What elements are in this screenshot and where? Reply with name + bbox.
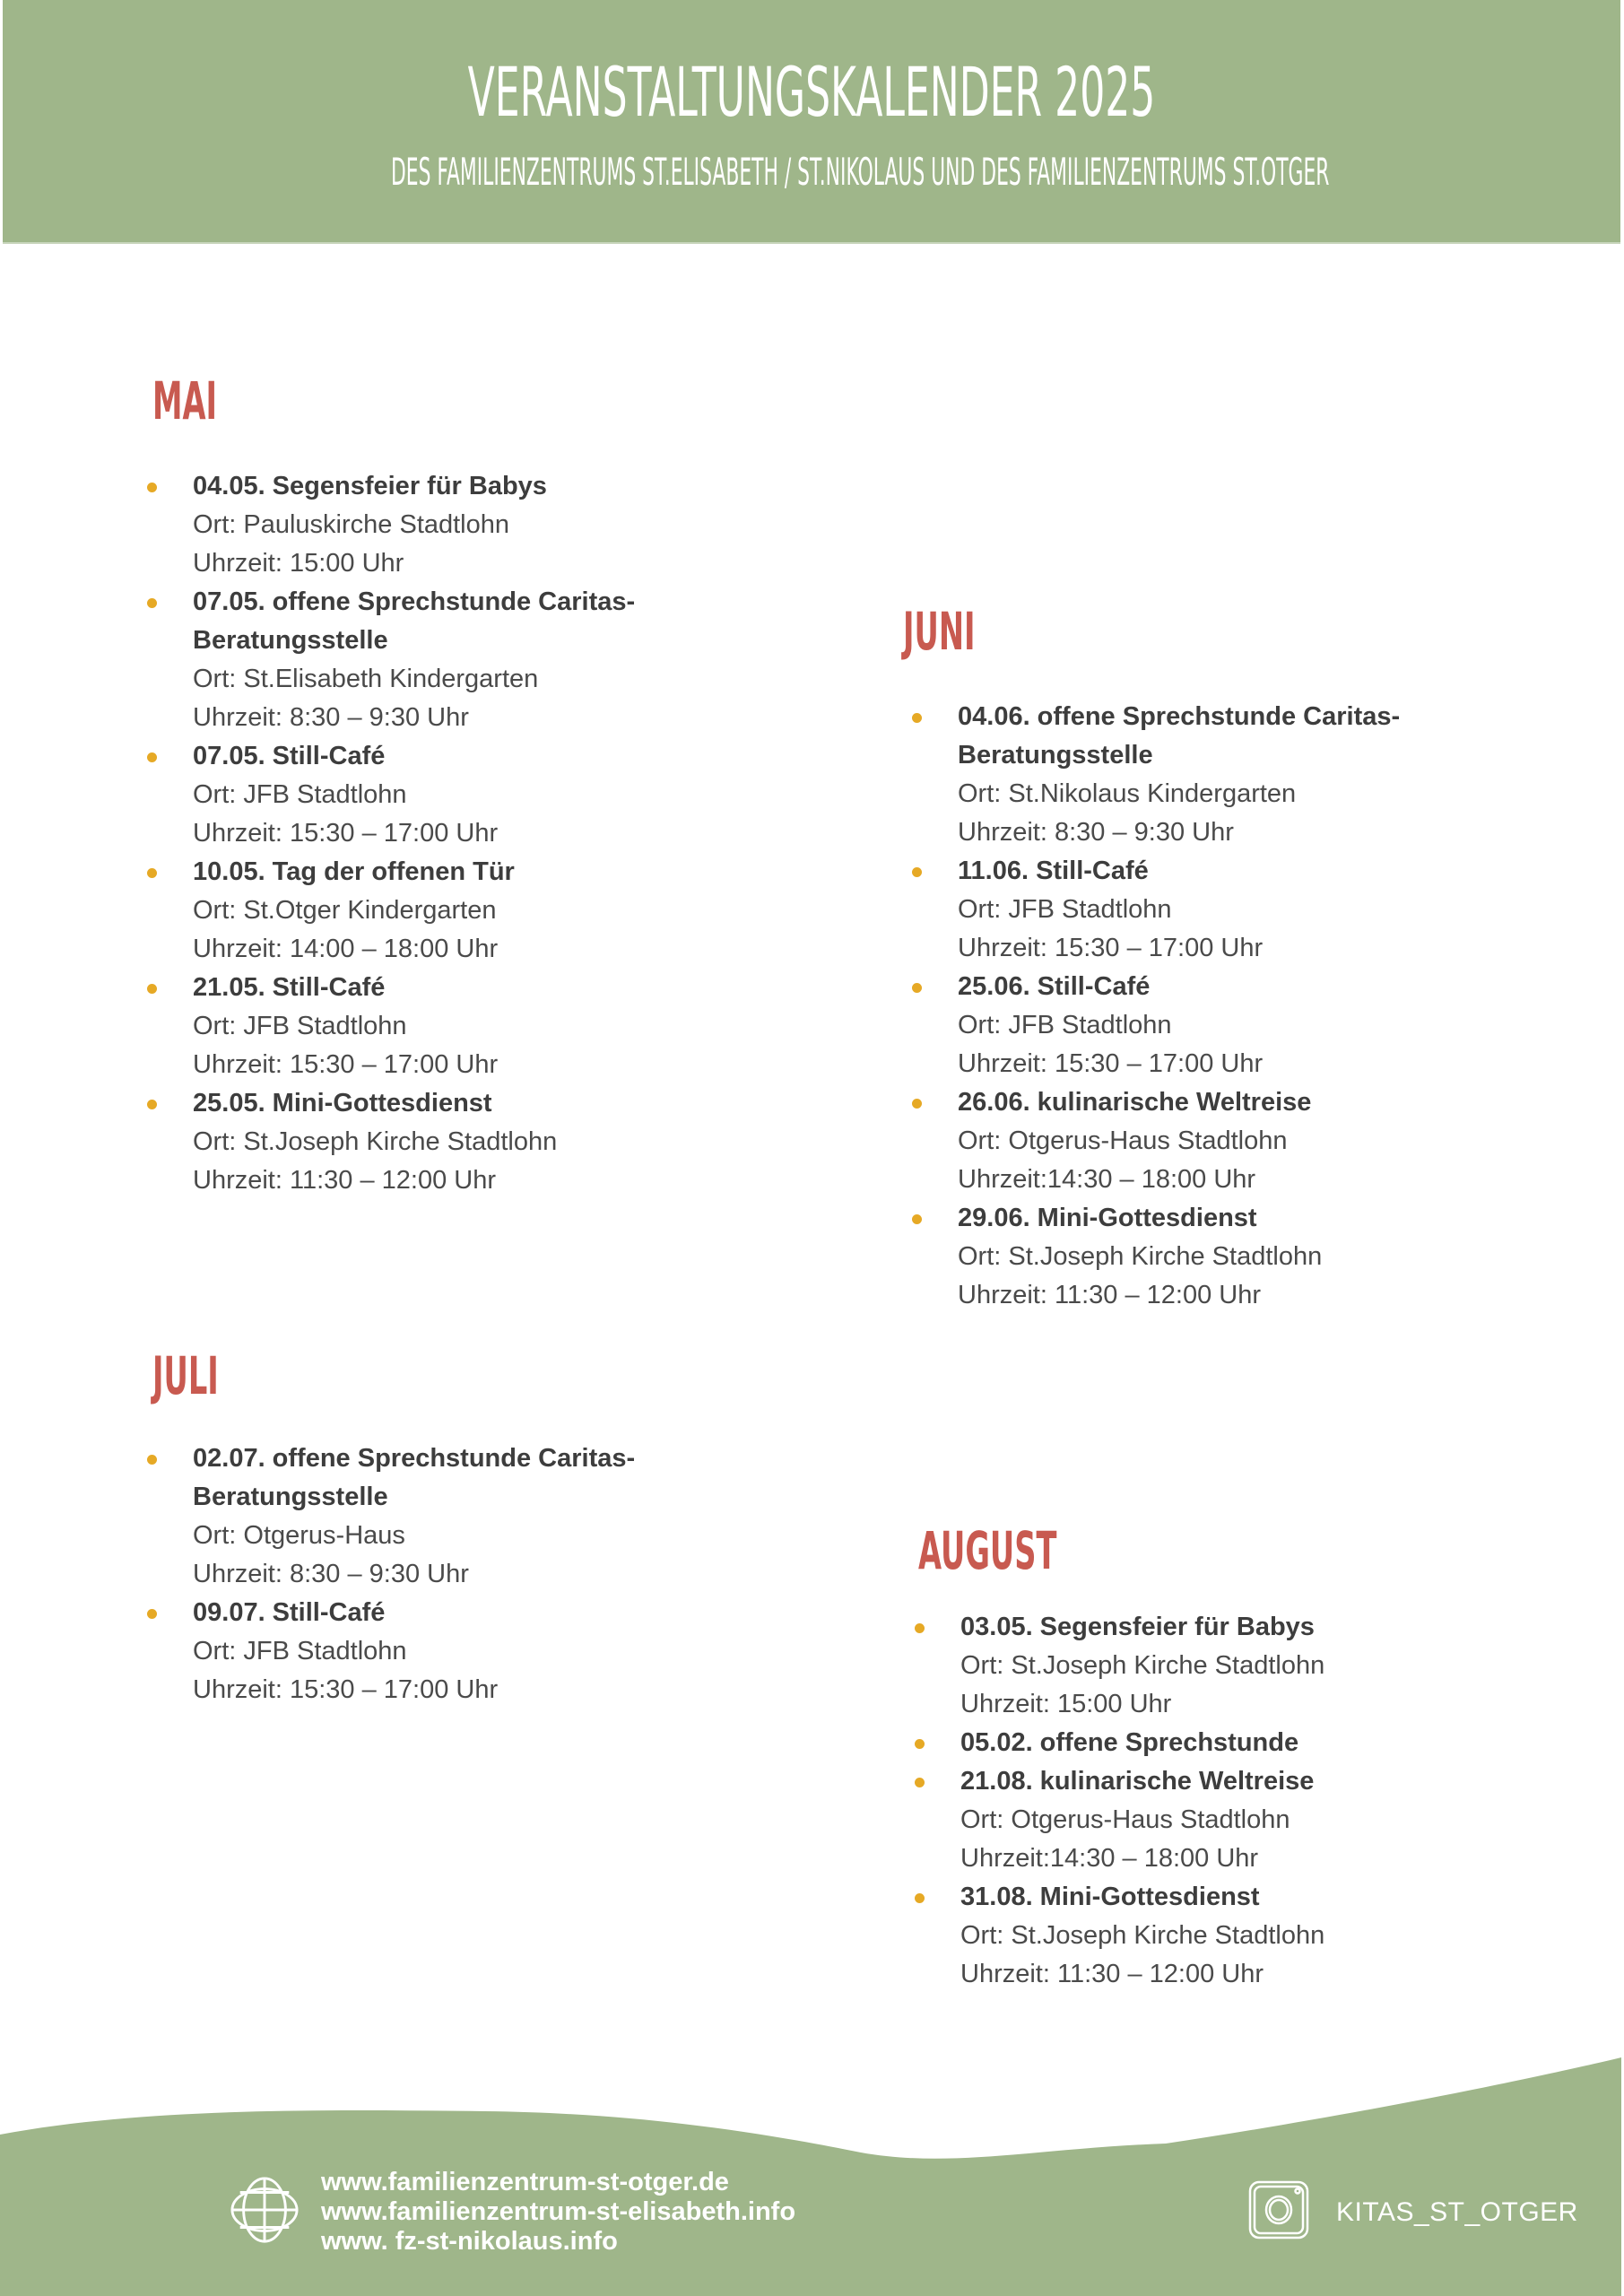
bullet-icon [147, 1100, 157, 1109]
event-time: Uhrzeit: 14:00 – 18:00 Uhr [193, 935, 499, 963]
event-title: 25.06. Still-Café [958, 972, 1151, 1001]
instagram-handle[interactable]: KITAS_ST_OTGER [1336, 2197, 1578, 2227]
event-location: Ort: JFB Stadtlohn [958, 1011, 1172, 1039]
event-title: 25.05. Mini-Gottesdienst [193, 1089, 492, 1118]
event-item [915, 1724, 1324, 1762]
month-section-juni [903, 602, 1028, 661]
event-item [147, 853, 635, 969]
month-heading: MAI [152, 370, 218, 431]
event-location: Ort: St.Nikolaus Kindergarten [958, 779, 1297, 808]
event-item [912, 968, 1400, 1083]
bullet-icon [912, 713, 922, 723]
month-section-august [918, 1521, 1157, 1580]
event-title: 10.05. Tag der offenen Tür [193, 857, 515, 886]
event-title: 09.07. Still-Café [193, 1598, 386, 1627]
website-link[interactable]: www.familienzentrum-st-otger.de [321, 2168, 729, 2196]
bullet-icon [147, 752, 157, 762]
event-location: Ort: St.Joseph Kirche Stadtlohn [960, 1921, 1325, 1950]
month-section-mai [152, 371, 264, 430]
event-item [912, 698, 1400, 852]
bullet-icon [915, 1739, 925, 1749]
footer-wave [0, 2045, 1624, 2296]
event-time: Uhrzeit: 8:30 – 9:30 Uhr [193, 1560, 469, 1588]
bullet-icon [147, 1609, 157, 1619]
event-time: Uhrzeit: 15:30 – 17:00 Uhr [958, 934, 1264, 962]
event-title: 21.05. Still-Café [193, 973, 386, 1002]
page-title: VERANSTALTUNGSKALENDER 2025 [467, 52, 1156, 132]
bullet-icon [912, 1214, 922, 1224]
event-item [147, 1439, 635, 1594]
event-location: Ort: Otgerus-Haus Stadtlohn [960, 1805, 1290, 1834]
event-title: 29.06. Mini-Gottesdienst [958, 1204, 1257, 1232]
bullet-icon [147, 868, 157, 878]
bullet-icon [147, 598, 157, 608]
event-title-cont: Beratungsstelle [193, 626, 388, 655]
event-title: 11.06. Still-Café [958, 857, 1149, 885]
event-location: Ort: JFB Stadtlohn [193, 780, 407, 809]
event-location: Ort: Otgerus-Haus Stadtlohn [958, 1126, 1288, 1155]
event-item [147, 1084, 635, 1200]
event-time: Uhrzeit: 8:30 – 9:30 Uhr [958, 818, 1234, 847]
instagram-icon [1248, 2180, 1309, 2239]
event-time: Uhrzeit: 15:00 Uhr [193, 549, 404, 578]
event-time: Uhrzeit: 11:30 – 12:00 Uhr [958, 1281, 1261, 1309]
header-banner [3, 0, 1620, 244]
footer-websites [321, 2168, 795, 2257]
event-title-cont: Beratungsstelle [193, 1483, 388, 1511]
event-item [147, 467, 635, 583]
event-item [915, 1762, 1324, 1878]
event-title: 07.05. Still-Café [193, 742, 386, 770]
event-location: Ort: St.Joseph Kirche Stadtlohn [960, 1651, 1325, 1680]
event-title: 04.05. Segensfeier für Babys [193, 472, 547, 500]
event-title-cont: Beratungsstelle [958, 741, 1153, 770]
event-title: 21.08. kulinarische Weltreise [960, 1767, 1315, 1796]
event-item [147, 737, 635, 853]
month-heading: JULI [152, 1345, 219, 1406]
event-location: Ort: JFB Stadtlohn [193, 1637, 407, 1665]
event-title: 26.06. kulinarische Weltreise [958, 1088, 1312, 1117]
event-time: Uhrzeit:14:30 – 18:00 Uhr [960, 1844, 1259, 1873]
event-list-juni [912, 698, 1400, 1315]
event-item [147, 583, 635, 737]
event-item [147, 1594, 635, 1709]
bullet-icon [915, 1623, 925, 1633]
event-location: Ort: Pauluskirche Stadtlohn [193, 510, 510, 539]
event-item [147, 969, 635, 1084]
event-time: Uhrzeit: 15:00 Uhr [960, 1690, 1172, 1718]
event-location: Ort: St.Joseph Kirche Stadtlohn [193, 1127, 558, 1156]
event-title: 07.05. offene Sprechstunde Caritas- [193, 587, 636, 616]
event-title: 31.08. Mini-Gottesdienst [960, 1883, 1260, 1911]
event-item [915, 1608, 1324, 1724]
event-time: Uhrzeit: 15:30 – 17:00 Uhr [958, 1049, 1264, 1078]
event-item [912, 1083, 1400, 1199]
event-time: Uhrzeit: 15:30 – 17:00 Uhr [193, 1675, 499, 1704]
bullet-icon [147, 1455, 157, 1465]
month-heading: JUNI [903, 601, 976, 662]
page-subtitle: DES FAMILIENZENTRUMS ST.ELISABETH / ST.NIKOLAUS UND DES FAMILIENZENTRUMS ST.OTGER [390, 150, 1330, 194]
event-time: Uhrzeit:14:30 – 18:00 Uhr [958, 1165, 1256, 1194]
bullet-icon [147, 984, 157, 994]
event-title: 03.05. Segensfeier für Babys [960, 1613, 1315, 1641]
event-item [912, 852, 1400, 968]
event-time: Uhrzeit: 11:30 – 12:00 Uhr [193, 1166, 496, 1195]
website-link[interactable]: www. fz-st-nikolaus.info [321, 2227, 618, 2256]
event-time: Uhrzeit: 15:30 – 17:00 Uhr [193, 1050, 499, 1079]
event-list-mai [147, 467, 635, 1200]
bullet-icon [915, 1778, 925, 1787]
event-title: 05.02. offene Sprechstunde [960, 1728, 1299, 1757]
event-title: 02.07. offene Sprechstunde Caritas- [193, 1444, 636, 1473]
month-heading: AUGUST [918, 1520, 1057, 1581]
event-location: Ort: St.Otger Kindergarten [193, 896, 497, 925]
event-time: Uhrzeit: 11:30 – 12:00 Uhr [960, 1960, 1264, 1988]
bullet-icon [147, 483, 157, 492]
event-location: Ort: Otgerus-Haus [193, 1521, 405, 1550]
event-location: Ort: St.Joseph Kirche Stadtlohn [958, 1242, 1323, 1271]
event-location: Ort: St.Elisabeth Kindergarten [193, 665, 539, 693]
event-location: Ort: JFB Stadtlohn [193, 1012, 407, 1040]
event-title: 04.06. offene Sprechstunde Caritas- [958, 702, 1401, 731]
event-location: Ort: JFB Stadtlohn [958, 895, 1172, 924]
event-item [915, 1878, 1324, 1994]
website-link[interactable]: www.familienzentrum-st-elisabeth.info [321, 2197, 796, 2226]
bullet-icon [912, 1099, 922, 1109]
globe-icon [230, 2175, 300, 2245]
month-section-juli [152, 1346, 266, 1405]
bullet-icon [915, 1893, 925, 1903]
event-time: Uhrzeit: 8:30 – 9:30 Uhr [193, 703, 469, 732]
bullet-icon [912, 867, 922, 877]
bullet-icon [912, 983, 922, 993]
event-item [912, 1199, 1400, 1315]
event-list-august [915, 1608, 1324, 1994]
event-time: Uhrzeit: 15:30 – 17:00 Uhr [193, 819, 499, 848]
event-list-juli [147, 1439, 635, 1709]
